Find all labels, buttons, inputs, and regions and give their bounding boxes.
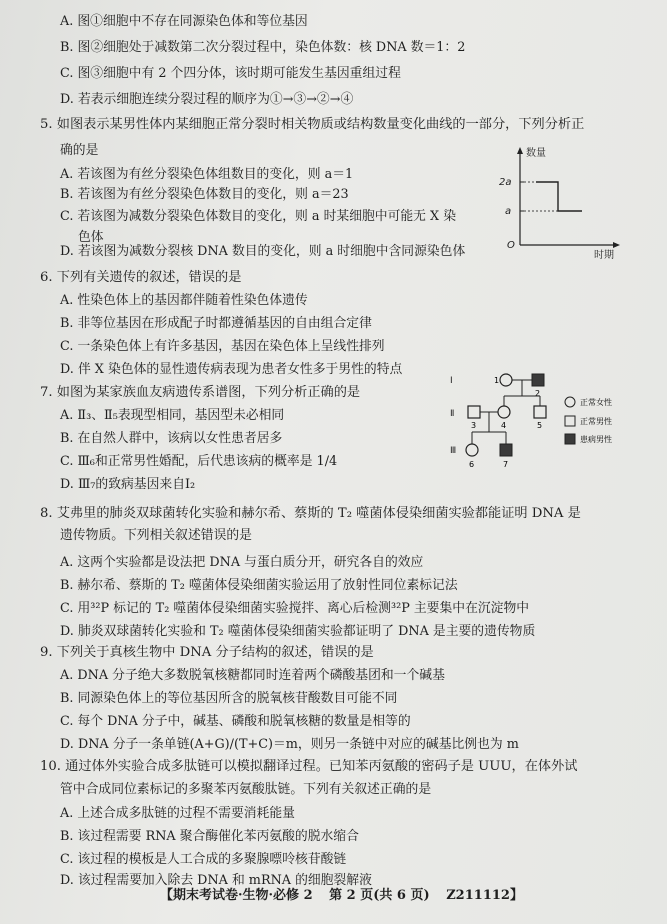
label-iii7: 7 [503, 460, 509, 469]
individual-i2 [532, 374, 544, 386]
page-footer [160, 884, 535, 903]
graph-curve [536, 182, 582, 211]
q9-option-b: B. 同源染色体上的等位基因所含的脱氧核苷酸数目可能不同 [60, 691, 398, 706]
q4-option-b: B. 图②细胞处于减数第二次分裂过程中，染色体数：核 DNA 数＝1：2 [60, 40, 466, 55]
gen-label-ii: Ⅱ [450, 409, 455, 419]
footer-page-number: 第 2 页(共 6 页) [329, 888, 430, 903]
label-ii4: 4 [501, 421, 507, 430]
legend-female-symbol [565, 397, 575, 407]
legend-male-label: 正常男性 [580, 417, 612, 426]
legend-male-symbol [565, 416, 575, 426]
q7-option-d: D. Ⅲ₇的致病基因来自Ⅰ₂ [60, 477, 196, 492]
legend-affected-label: 患病男性 [580, 435, 612, 444]
quantity-graph [490, 140, 630, 260]
q8-stem-cont: 遗传物质。下列相关叙述错误的是 [60, 528, 252, 543]
legend-female-label: 正常女性 [580, 398, 612, 407]
legend-affected-symbol [565, 434, 575, 444]
q9-option-c: C. 每个 DNA 分子中，碱基、磷酸和脱氧核糖的数量是相等的 [60, 714, 411, 729]
individual-ii4 [498, 406, 510, 418]
footer-code: Z211112】 [446, 888, 523, 903]
q10-stem: 10. 通过体外实验合成多肽链可以模拟翻译过程。已知苯丙氨酸的密码子是 UUU，在体外试 [40, 759, 578, 774]
graph-tick-2a: 2a [499, 177, 512, 188]
q9-stem: 9. 下列关于真核生物中 DNA 分子结构的叙述，错误的是 [40, 645, 374, 660]
individual-ii5 [534, 406, 546, 418]
q10-stem-cont: 管中合成同位素标记的多聚苯丙氨酸肽链。下列有关叙述正确的是 [60, 782, 432, 797]
q10-option-c: C. 该过程的模板是人工合成的多聚腺嘌呤核苷酸链 [60, 852, 347, 867]
graph-origin: O [507, 240, 515, 251]
q8-stem: 8. 艾弗里的肺炎双球菌转化实验和赫尔希、蔡斯的 T₂ 噬菌体侵染细菌实验都能证明 DNA 是 [40, 506, 581, 521]
q8-option-b: B. 赫尔希、蔡斯的 T₂ 噬菌体侵染细菌实验运用了放射性同位素标记法 [60, 578, 458, 593]
q10-option-b: B. 该过程需要 RNA 聚合酶催化苯丙氨酸的脱水缩合 [60, 829, 359, 844]
q4-option-c: C. 图③细胞中有 2 个四分体，该时期可能发生基因重组过程 [60, 66, 401, 81]
label-ii3: 3 [471, 421, 477, 430]
q7-option-b: B. 在自然人群中，该病以女性患者居多 [60, 431, 283, 446]
individual-iii7 [500, 444, 512, 456]
q8-option-c: C. 用³²P 标记的 T₂ 噬菌体侵染细菌实验搅拌、离心后检测³²P 主要集中在沉淀物中 [60, 601, 530, 616]
label-iii6: 6 [469, 460, 475, 469]
q7-option-a: A. Ⅱ₃、Ⅱ₅表现型相同，基因型未必相同 [60, 408, 285, 423]
q5-option-a: A. 若该图为有丝分裂染色体组数目的变化，则 a＝1 [60, 167, 354, 182]
gen-label-i: Ⅰ [450, 376, 453, 386]
q5-option-d: D. 若该图为减数分裂核 DNA 数目的变化，则 a 时细胞中含同源染色体 [60, 244, 466, 259]
q6-option-a: A. 性染色体上的基因都伴随着性染色体遗传 [60, 293, 308, 308]
pedigree-chart [440, 370, 655, 480]
q5-option-b: B. 若该图为有丝分裂染色体数目的变化，则 a＝23 [60, 187, 349, 202]
q7-option-c: C. Ⅲ₆和正常男性婚配，后代患该病的概率是 1/4 [60, 454, 338, 469]
q5-option-c: C. 若该图为减数分裂染色体数目的变化，则 a 时某细胞中可能无 X 染 [60, 209, 456, 224]
label-i2: 2 [535, 389, 541, 398]
q4-option-d: D. 若表示细胞连续分裂过程的顺序为①→③→②→④ [60, 92, 354, 107]
q8-option-a: A. 这两个实验都是设法把 DNA 与蛋白质分开，研究各自的效应 [60, 555, 424, 570]
q10-option-a: A. 上述合成多肽链的过程不需要消耗能量 [60, 806, 295, 821]
q5-option-c-cont: 色体 [78, 230, 104, 245]
individual-iii6 [466, 444, 478, 456]
individual-ii3 [468, 406, 480, 418]
q10-option-d: D. 该过程需要加入除去 DNA 和 mRNA 的细胞裂解液 [60, 873, 372, 888]
q6-option-c: C. 一条染色体上有许多基因，基因在染色体上呈线性排列 [60, 339, 385, 354]
individual-i1 [500, 374, 512, 386]
q9-option-d: D. DNA 分子一条单链(A+G)/(T+C)＝m，则另一条链中对应的碱基比例也为 m [60, 737, 519, 752]
graph-tick-a: a [505, 206, 512, 217]
q8-option-d: D. 肺炎双球菌转化实验和 T₂ 噬菌体侵染细菌实验都证明了 DNA 是主要的遗传物质 [60, 624, 536, 639]
q4-option-a: A. 图①细胞中不存在同源染色体和等位基因 [60, 14, 308, 29]
q6-stem: 6. 下列有关遗传的叙述，错误的是 [40, 270, 242, 285]
q6-option-d: D. 伴 X 染色体的显性遗传病表现为患者女性多于男性的特点 [60, 362, 403, 377]
graph-y-label: 数量 [526, 148, 546, 159]
label-ii5: 5 [537, 421, 543, 430]
q7-stem: 7. 如图为某家族血友病遗传系谱图，下列分析正确的是 [40, 385, 361, 400]
q5-stem: 5. 如图表示某男性体内某细胞正常分裂时相关物质或结构数量变化曲线的一部分，下列分析正 [40, 117, 585, 132]
q5-stem-cont: 确的是 [60, 143, 99, 158]
label-i1: 1 [494, 376, 500, 385]
gen-label-iii: Ⅲ [450, 446, 457, 456]
q6-option-b: B. 非等位基因在形成配子时都遵循基因的自由组合定律 [60, 316, 372, 331]
graph-x-label: 时期 [594, 250, 614, 260]
footer-exam-title: 【期末考试卷·生物·必修 2 [160, 888, 313, 903]
q9-option-a: A. DNA 分子绝大多数脱氧核糖都同时连着两个磷酸基团和一个碱基 [60, 668, 445, 683]
